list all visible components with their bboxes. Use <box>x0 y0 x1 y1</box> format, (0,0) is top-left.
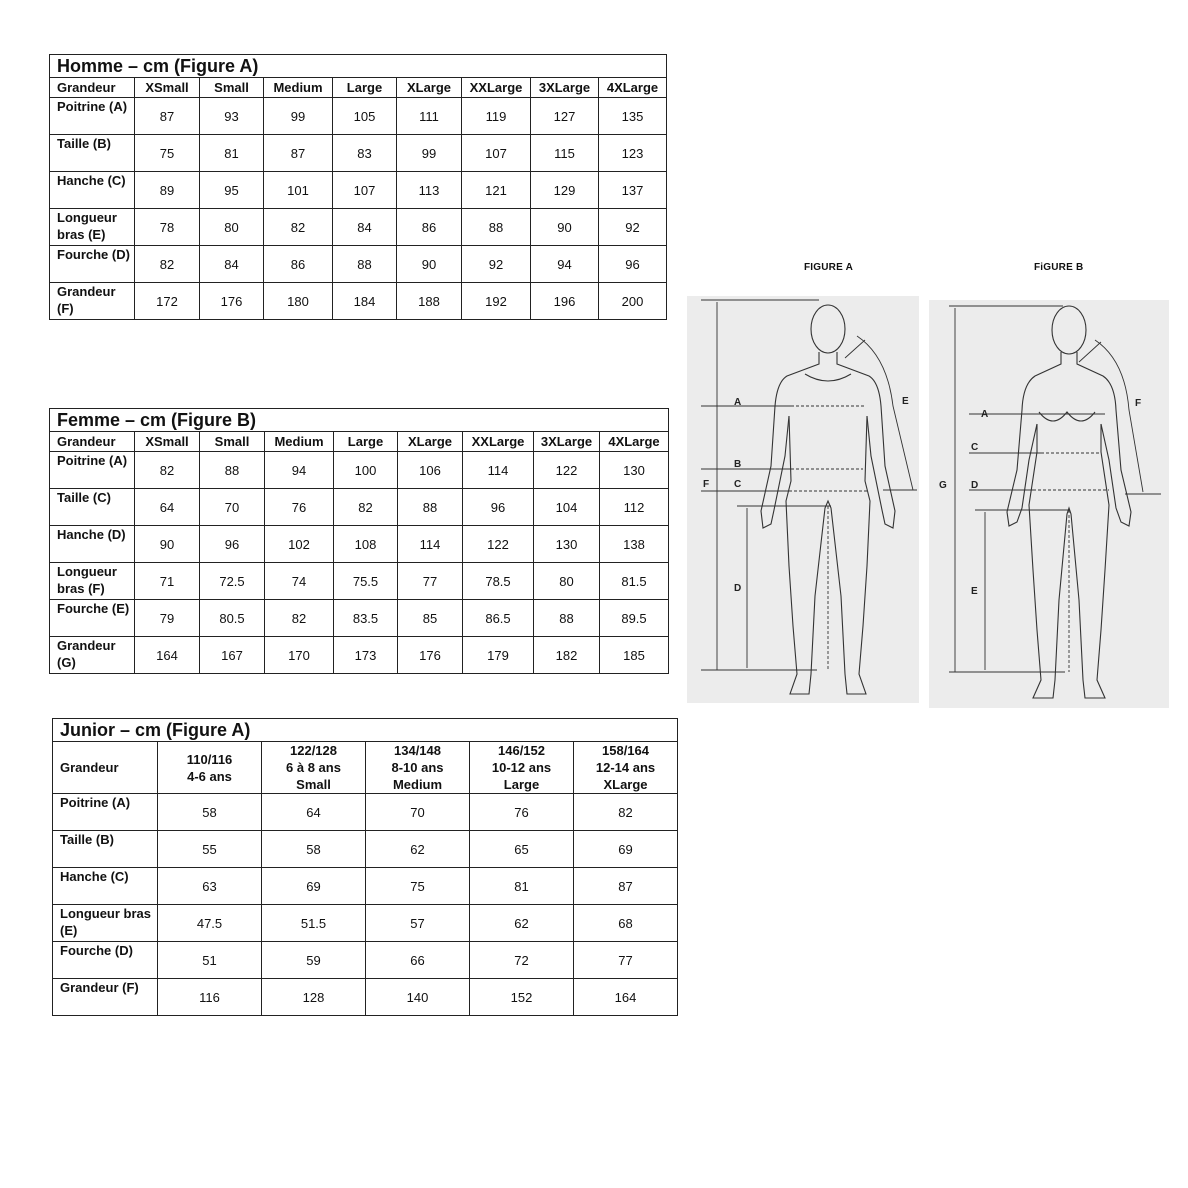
table-cell: 172 <box>135 283 200 320</box>
table-cell: 65 <box>470 831 574 868</box>
table-cell: 82 <box>574 794 678 831</box>
measure-label-a: A <box>981 409 989 420</box>
table-row <box>50 637 669 674</box>
table-cell: 182 <box>534 637 600 674</box>
size-header-line: Medium <box>392 777 443 792</box>
table-cell: 102 <box>265 526 334 563</box>
table-cell: 164 <box>135 637 200 674</box>
size-header-line: 146/152 <box>498 743 545 758</box>
table-cell: 104 <box>534 489 600 526</box>
table-cell: 176 <box>200 283 264 320</box>
figure-b-title: FiGURE B <box>1034 262 1084 273</box>
measure-label-f: F <box>1135 398 1142 409</box>
size-header: Medium <box>264 78 333 98</box>
table-cell: 78.5 <box>463 563 534 600</box>
table-cell: 96 <box>463 489 534 526</box>
row-label: Taille (B) <box>53 831 158 868</box>
table-cell: 55 <box>158 831 262 868</box>
table-cell: 85 <box>398 600 463 637</box>
table-cell: 167 <box>200 637 265 674</box>
row-label: Longueur bras (F) <box>50 563 135 600</box>
table-cell: 69 <box>574 831 678 868</box>
table-cell: 185 <box>600 637 669 674</box>
table-cell: 119 <box>462 98 531 135</box>
table-title: Junior – cm (Figure A) <box>53 719 678 742</box>
row-label: Grandeur (F) <box>53 979 158 1016</box>
row-label: Hanche (C) <box>50 172 135 209</box>
table-cell: 86 <box>264 246 333 283</box>
table-title: Homme – cm (Figure A) <box>50 55 667 78</box>
measure-label-d: D <box>734 583 742 594</box>
header-label: Grandeur <box>50 432 135 452</box>
junior-size-table <box>52 718 678 1016</box>
table-cell: 72.5 <box>200 563 265 600</box>
table-row <box>53 794 678 831</box>
table-cell: 70 <box>200 489 265 526</box>
measure-label-b: B <box>734 459 742 470</box>
row-label: Taille (C) <box>50 489 135 526</box>
table-cell: 64 <box>262 794 366 831</box>
size-header: 4XLarge <box>599 78 667 98</box>
table-cell: 111 <box>397 98 462 135</box>
table-row <box>50 172 667 209</box>
figure-a-male-diagram <box>687 296 919 708</box>
table-cell: 152 <box>470 979 574 1016</box>
size-header <box>262 742 366 794</box>
table-cell: 176 <box>398 637 463 674</box>
measure-label-c: C <box>734 479 742 490</box>
table-cell: 173 <box>334 637 398 674</box>
table-cell: 75 <box>366 868 470 905</box>
size-header-line: 110/116 <box>186 751 233 767</box>
size-header: 4XLarge <box>600 432 669 452</box>
table-cell: 129 <box>531 172 599 209</box>
table-row <box>50 489 669 526</box>
table-cell: 72 <box>470 942 574 979</box>
measure-label-a: A <box>734 397 742 408</box>
header-label: Grandeur <box>53 742 158 794</box>
table-cell: 88 <box>534 600 600 637</box>
table-cell: 94 <box>531 246 599 283</box>
table-title: Femme – cm (Figure B) <box>50 409 669 432</box>
table-cell: 74 <box>265 563 334 600</box>
size-header <box>574 742 678 794</box>
size-header-line: 4-6 ans <box>187 768 232 784</box>
table-cell: 108 <box>334 526 398 563</box>
table-cell: 87 <box>574 868 678 905</box>
table-cell: 200 <box>599 283 667 320</box>
table-cell: 130 <box>534 526 600 563</box>
table-cell: 137 <box>599 172 667 209</box>
table-cell: 99 <box>397 135 462 172</box>
table-cell: 86 <box>397 209 462 246</box>
size-header <box>366 742 470 794</box>
table-cell: 106 <box>398 452 463 489</box>
size-header-line: 122/128 <box>290 743 337 758</box>
table-cell: 62 <box>366 831 470 868</box>
table-cell: 87 <box>264 135 333 172</box>
table-cell: 121 <box>462 172 531 209</box>
table-cell: 82 <box>135 452 200 489</box>
table-cell: 90 <box>531 209 599 246</box>
table-cell: 130 <box>600 452 669 489</box>
table-cell: 81 <box>470 868 574 905</box>
table-cell: 64 <box>135 489 200 526</box>
size-header: Large <box>334 432 398 452</box>
table-cell: 93 <box>200 98 264 135</box>
table-cell: 81 <box>200 135 264 172</box>
measure-label-d: D <box>971 480 979 491</box>
size-header <box>470 742 574 794</box>
table-cell: 84 <box>333 209 397 246</box>
table-cell: 123 <box>599 135 667 172</box>
table-cell: 77 <box>398 563 463 600</box>
table-cell: 90 <box>135 526 200 563</box>
row-label: Fourche (D) <box>50 246 135 283</box>
table-row <box>53 979 678 1016</box>
size-header: XLarge <box>397 78 462 98</box>
table-cell: 59 <box>262 942 366 979</box>
size-header-line: 8-10 ans <box>391 760 444 775</box>
table-row <box>50 600 669 637</box>
measure-label-g: G <box>939 480 947 491</box>
table-body <box>53 794 678 1016</box>
table-cell: 113 <box>397 172 462 209</box>
table-row <box>53 868 678 905</box>
table-cell: 82 <box>265 600 334 637</box>
measure-label-e: E <box>971 586 978 597</box>
size-header-line: 158/164 <box>602 743 649 758</box>
table-body <box>50 452 669 674</box>
table-cell: 116 <box>158 979 262 1016</box>
table-cell: 82 <box>334 489 398 526</box>
table-cell: 88 <box>200 452 265 489</box>
size-header: 3XLarge <box>534 432 600 452</box>
size-header <box>158 742 262 794</box>
table-cell: 107 <box>333 172 397 209</box>
table-cell: 122 <box>463 526 534 563</box>
row-label: Poitrine (A) <box>53 794 158 831</box>
table-cell: 184 <box>333 283 397 320</box>
table-cell: 114 <box>463 452 534 489</box>
table-cell: 138 <box>600 526 669 563</box>
table-cell: 76 <box>265 489 334 526</box>
table-body <box>50 98 667 320</box>
table-cell: 71 <box>135 563 200 600</box>
table-row <box>50 563 669 600</box>
table-row <box>50 98 667 135</box>
table-cell: 83 <box>333 135 397 172</box>
size-header: XXLarge <box>463 432 534 452</box>
table-cell: 80 <box>200 209 264 246</box>
size-header: Medium <box>265 432 334 452</box>
header-label: Grandeur <box>50 78 135 98</box>
homme-size-table <box>49 54 667 320</box>
table-cell: 100 <box>334 452 398 489</box>
table-row <box>53 831 678 868</box>
table-cell: 99 <box>264 98 333 135</box>
table-cell: 83.5 <box>334 600 398 637</box>
table-cell: 86.5 <box>463 600 534 637</box>
table-cell: 62 <box>470 905 574 942</box>
measure-label-c: C <box>971 442 979 453</box>
size-header: Small <box>200 78 264 98</box>
table-cell: 68 <box>574 905 678 942</box>
row-label: Hanche (C) <box>53 868 158 905</box>
table-cell: 89 <box>135 172 200 209</box>
table-cell: 76 <box>470 794 574 831</box>
table-cell: 135 <box>599 98 667 135</box>
table-cell: 63 <box>158 868 262 905</box>
row-label: Longueur bras (E) <box>50 209 135 246</box>
table-cell: 95 <box>200 172 264 209</box>
row-label: Fourche (E) <box>50 600 135 637</box>
size-header: Small <box>200 432 265 452</box>
table-row <box>53 905 678 942</box>
row-label: Grandeur (G) <box>50 637 135 674</box>
row-label: Grandeur (F) <box>50 283 135 320</box>
table-cell: 88 <box>333 246 397 283</box>
table-cell: 82 <box>135 246 200 283</box>
table-cell: 77 <box>574 942 678 979</box>
table-cell: 57 <box>366 905 470 942</box>
table-cell: 82 <box>264 209 333 246</box>
table-cell: 128 <box>262 979 366 1016</box>
measure-label-e: E <box>902 396 909 407</box>
size-header: Large <box>333 78 397 98</box>
size-header: XSmall <box>135 78 200 98</box>
table-cell: 78 <box>135 209 200 246</box>
row-label: Poitrine (A) <box>50 98 135 135</box>
table-cell: 92 <box>462 246 531 283</box>
table-cell: 114 <box>398 526 463 563</box>
table-row <box>50 452 669 489</box>
size-header-line: Small <box>296 777 331 792</box>
table-cell: 69 <box>262 868 366 905</box>
size-header: 3XLarge <box>531 78 599 98</box>
table-cell: 180 <box>264 283 333 320</box>
table-row <box>50 135 667 172</box>
table-cell: 115 <box>531 135 599 172</box>
table-cell: 96 <box>599 246 667 283</box>
row-label: Longueur bras (E) <box>53 905 158 942</box>
table-row <box>53 942 678 979</box>
size-header: XLarge <box>398 432 463 452</box>
table-row <box>50 246 667 283</box>
table-cell: 70 <box>366 794 470 831</box>
size-header-line: 134/148 <box>394 743 441 758</box>
table-cell: 80 <box>534 563 600 600</box>
table-cell: 75.5 <box>334 563 398 600</box>
table-cell: 101 <box>264 172 333 209</box>
table-cell: 79 <box>135 600 200 637</box>
row-label: Hanche (D) <box>50 526 135 563</box>
table-cell: 80.5 <box>200 600 265 637</box>
measure-label-f: F <box>703 479 710 490</box>
table-cell: 51 <box>158 942 262 979</box>
size-header-line: 12-14 ans <box>595 760 656 775</box>
size-header: XSmall <box>135 432 200 452</box>
table-row <box>50 526 669 563</box>
row-label: Poitrine (A) <box>50 452 135 489</box>
table-cell: 164 <box>574 979 678 1016</box>
table-cell: 170 <box>265 637 334 674</box>
table-cell: 107 <box>462 135 531 172</box>
table-cell: 192 <box>462 283 531 320</box>
table-cell: 87 <box>135 98 200 135</box>
table-cell: 140 <box>366 979 470 1016</box>
femme-size-table <box>49 408 669 674</box>
table-cell: 94 <box>265 452 334 489</box>
table-cell: 122 <box>534 452 600 489</box>
table-cell: 112 <box>600 489 669 526</box>
table-cell: 84 <box>200 246 264 283</box>
table-cell: 92 <box>599 209 667 246</box>
table-cell: 179 <box>463 637 534 674</box>
table-cell: 105 <box>333 98 397 135</box>
table-cell: 66 <box>366 942 470 979</box>
table-cell: 188 <box>397 283 462 320</box>
size-header-line: 10-12 ans <box>491 760 552 775</box>
table-cell: 81.5 <box>600 563 669 600</box>
size-header-line: XLarge <box>603 777 648 792</box>
size-header-line: Large <box>503 777 540 792</box>
table-cell: 58 <box>262 831 366 868</box>
row-label: Fourche (D) <box>53 942 158 979</box>
table-cell: 90 <box>397 246 462 283</box>
table-cell: 75 <box>135 135 200 172</box>
table-cell: 127 <box>531 98 599 135</box>
figure-b-female-diagram <box>929 300 1169 713</box>
table-cell: 96 <box>200 526 265 563</box>
size-header-line: 6 à 8 ans <box>286 760 341 775</box>
table-cell: 58 <box>158 794 262 831</box>
table-row <box>50 209 667 246</box>
table-cell: 196 <box>531 283 599 320</box>
size-header: XXLarge <box>462 78 531 98</box>
table-row <box>50 283 667 320</box>
table-cell: 47.5 <box>158 905 262 942</box>
table-cell: 88 <box>398 489 463 526</box>
row-label: Taille (B) <box>50 135 135 172</box>
table-cell: 88 <box>462 209 531 246</box>
table-cell: 51.5 <box>262 905 366 942</box>
figure-a-title: FIGURE A <box>804 262 854 273</box>
table-cell: 89.5 <box>600 600 669 637</box>
